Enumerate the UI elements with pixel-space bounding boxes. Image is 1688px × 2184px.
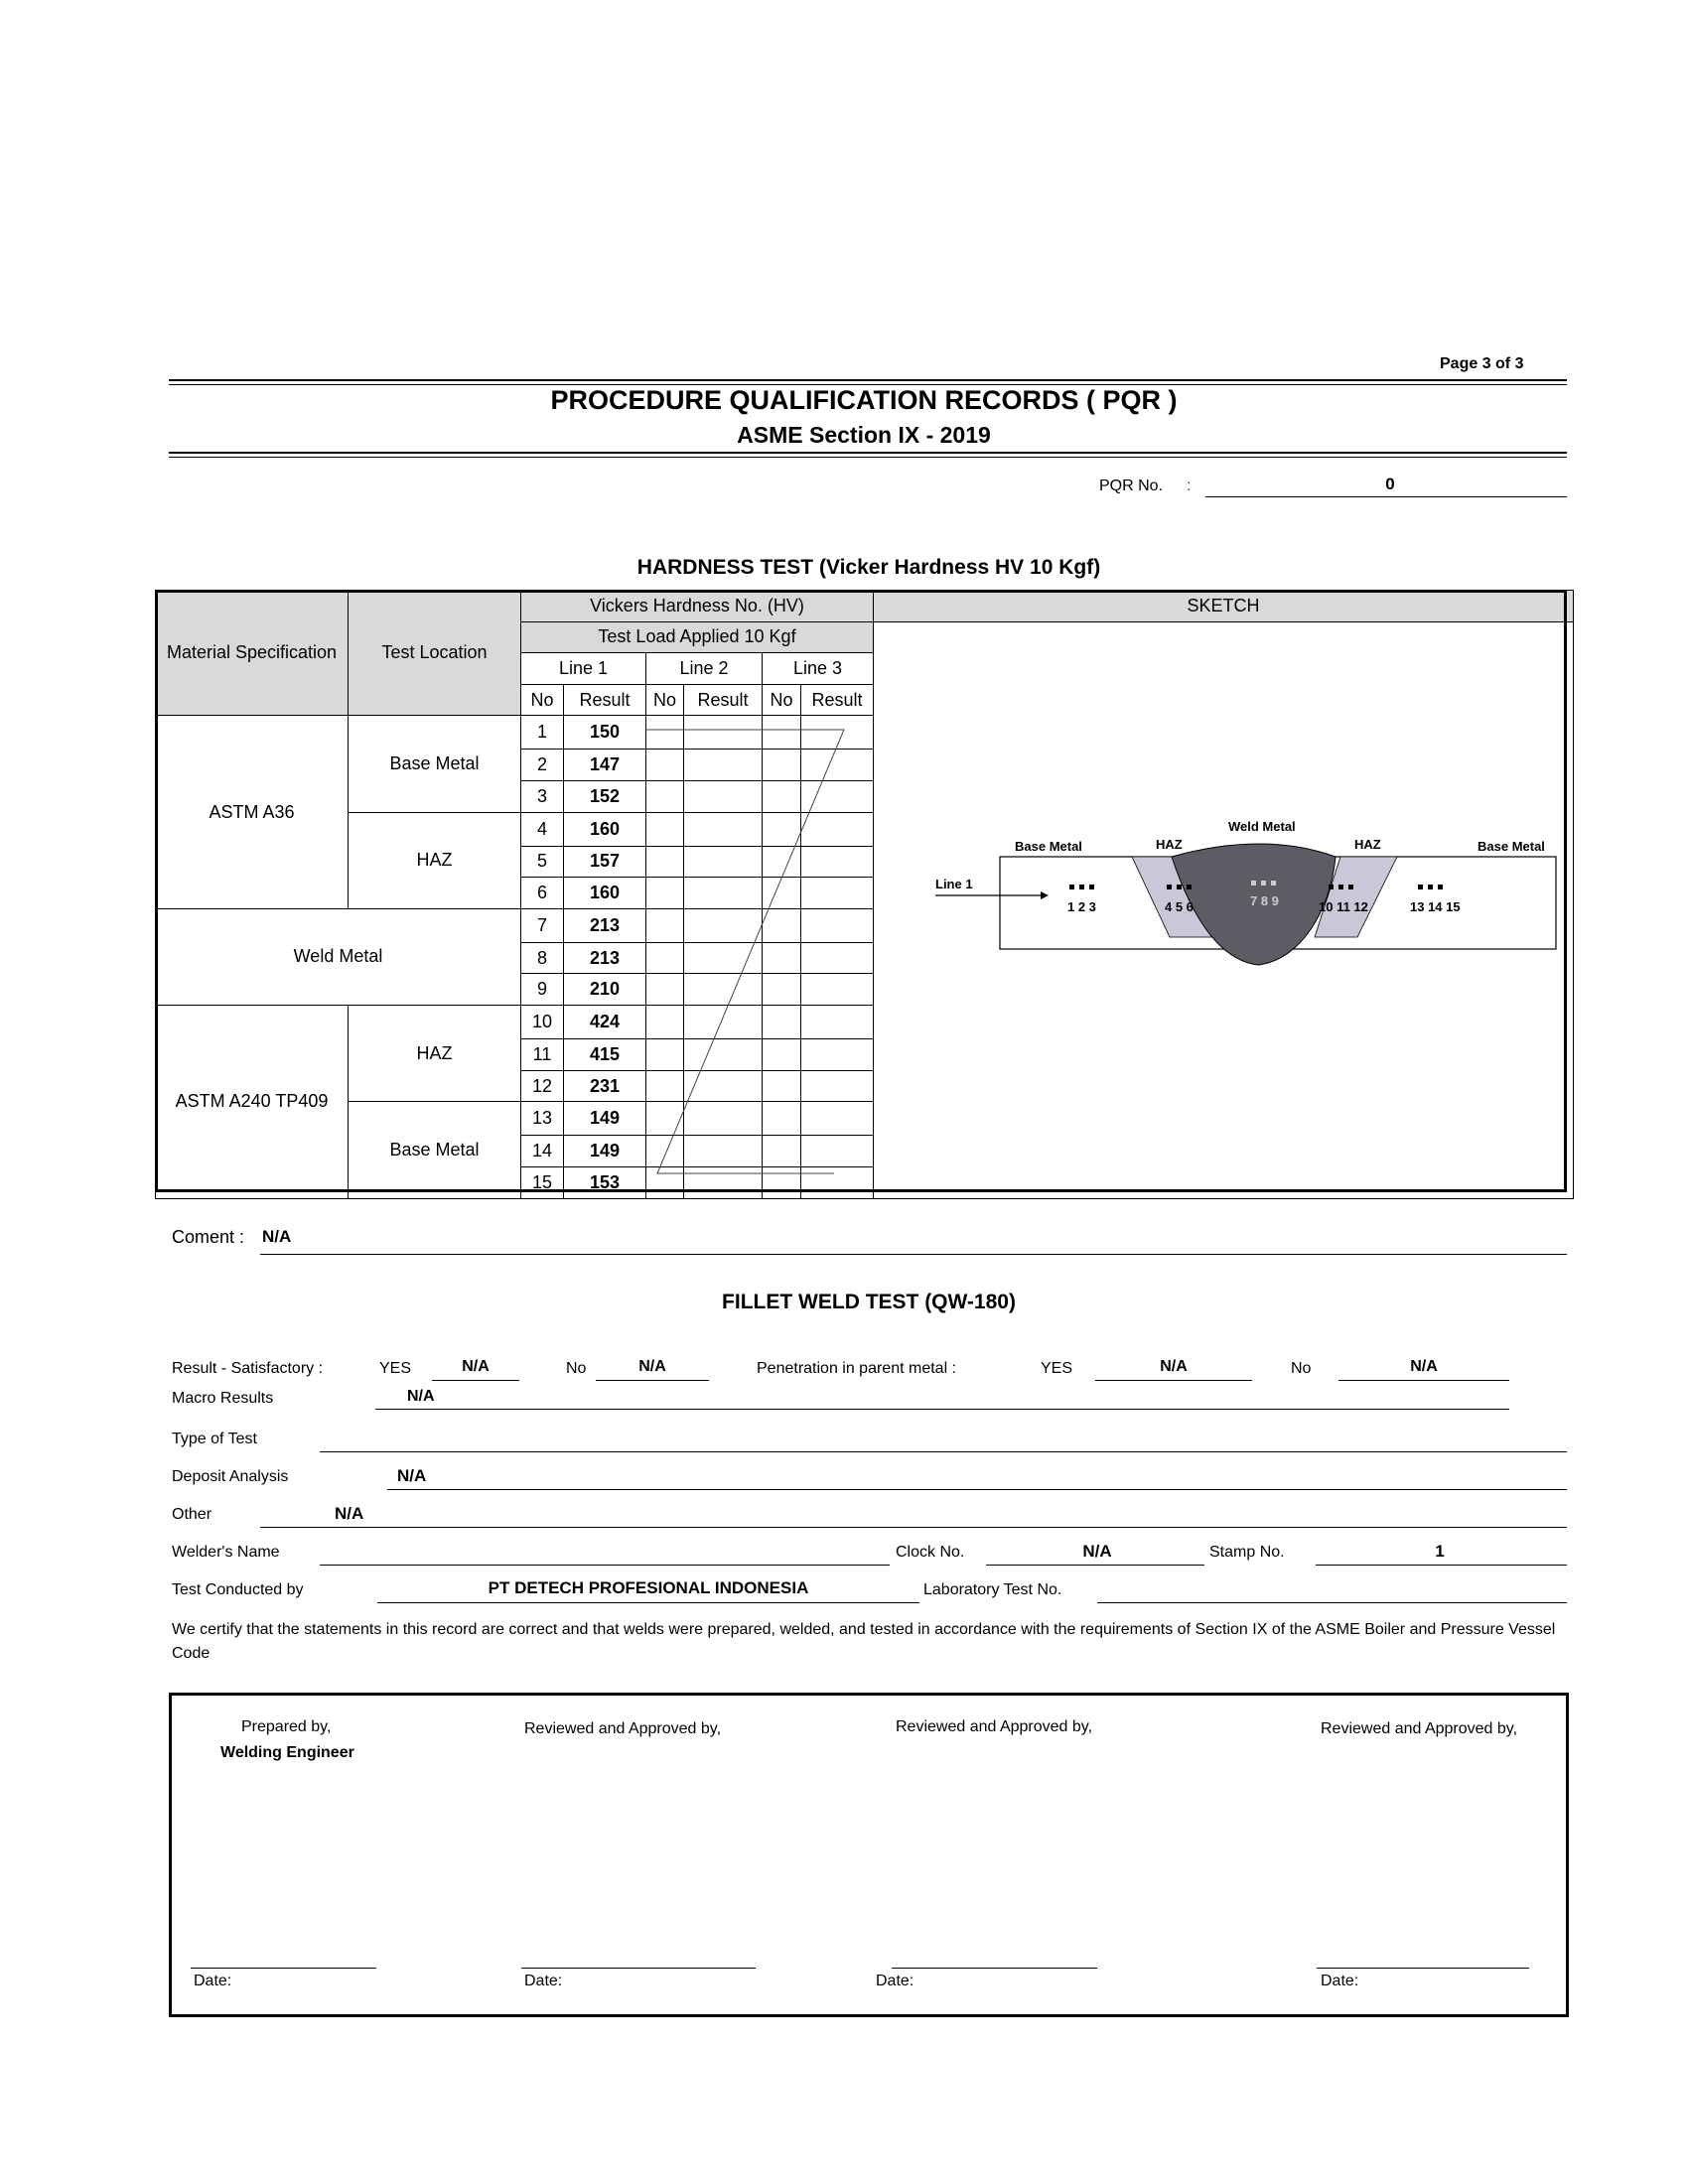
col-no: No: [763, 684, 801, 716]
pen-yes-value: N/A: [1160, 1358, 1188, 1375]
welder-field[interactable]: [320, 1541, 890, 1566]
row-result: 160: [564, 812, 646, 846]
row-result: 210: [564, 974, 646, 1006]
row-no: 5: [521, 846, 564, 878]
row-result: 415: [564, 1039, 646, 1071]
lab-field[interactable]: [1097, 1578, 1567, 1603]
col-vickers: Vickers Hardness No. (HV): [521, 591, 874, 622]
sketch-label-line1: Line 1: [935, 876, 973, 891]
material-a240: ASTM A240 TP409: [156, 1006, 349, 1199]
date-label: Date:: [524, 1973, 563, 1989]
conducted-value: PT DETECH PROFESIONAL INDONESIA: [488, 1578, 809, 1597]
macro-label: Macro Results: [172, 1390, 274, 1407]
sketch-points-1: 1 2 3: [1067, 898, 1096, 914]
certification-statement: We certify that the statements in this record are correct and that welds were prepared, welded, and tested in accordance with the requirements of Section IX of the ASME Boiler and Pressure Vessel Code: [172, 1621, 1556, 1662]
comment-label: Coment :: [172, 1227, 245, 1247]
sketch-points-4: 10 11 12: [1319, 898, 1368, 914]
row-no: 9: [521, 974, 564, 1006]
row-result: 213: [564, 942, 646, 974]
comment-value: N/A: [262, 1227, 292, 1246]
col-result: Result: [564, 684, 646, 716]
hardness-table: [155, 590, 1574, 1199]
row-no: 2: [521, 750, 564, 781]
other-value: N/A: [335, 1504, 364, 1523]
strike-through-mark: [645, 725, 854, 1181]
row-no: 10: [521, 1006, 564, 1039]
fillet-title: FILLET WELD TEST (QW-180): [722, 1291, 1016, 1313]
pqr-colon: :: [1187, 478, 1192, 494]
row-no: 8: [521, 942, 564, 974]
prepared-role: Welding Engineer: [220, 1744, 354, 1761]
clock-value: N/A: [1082, 1542, 1112, 1561]
macro-field[interactable]: [375, 1386, 1509, 1410]
row-result: 149: [564, 1102, 646, 1136]
row-result: 149: [564, 1136, 646, 1167]
yes-value: N/A: [462, 1358, 490, 1375]
col-location: Test Location: [349, 591, 521, 716]
col-line3: Line 3: [763, 653, 874, 685]
signature-line[interactable]: [191, 1948, 376, 1969]
col-line1: Line 1: [521, 653, 646, 685]
page-number: Page 3 of 3: [1440, 355, 1524, 372]
row-no: 3: [521, 781, 564, 813]
macro-value: N/A: [407, 1388, 435, 1405]
no-value: N/A: [638, 1358, 666, 1375]
pqr-label: PQR No.: [1099, 478, 1164, 494]
signature-line[interactable]: [892, 1948, 1097, 1969]
date-label: Date:: [1321, 1973, 1359, 1989]
type-label: Type of Test: [172, 1431, 257, 1447]
date-label: Date:: [876, 1973, 914, 1989]
location-haz: HAZ: [349, 812, 521, 908]
page-title: PROCEDURE QUALIFICATION RECORDS ( PQR ): [550, 385, 1178, 415]
row-no: 13: [521, 1102, 564, 1136]
stamp-value: 1: [1435, 1542, 1445, 1561]
pen-yes-label: YES: [1041, 1360, 1073, 1377]
other-label: Other: [172, 1506, 212, 1523]
row-no: 1: [521, 716, 564, 750]
sketch-label-weld: Weld Metal: [1228, 818, 1296, 834]
sketch-label-base-right: Base Metal: [1477, 838, 1545, 854]
row-no: 7: [521, 908, 564, 942]
row-result: 160: [564, 878, 646, 909]
reviewed-label-2: Reviewed and Approved by,: [896, 1718, 1093, 1735]
row-no: 12: [521, 1070, 564, 1102]
sketch-label-base-left: Base Metal: [1015, 838, 1082, 854]
type-field[interactable]: [320, 1428, 1567, 1452]
no-label: No: [566, 1360, 587, 1377]
deposit-value: N/A: [397, 1466, 427, 1485]
row-no: 14: [521, 1136, 564, 1167]
row-result: 150: [564, 716, 646, 750]
hardness-title: HARDNESS TEST (Vicker Hardness HV 10 Kgf): [636, 556, 1101, 579]
row-no: 4: [521, 812, 564, 846]
sketch-label-haz-left: HAZ: [1156, 836, 1183, 852]
divider: [169, 379, 1567, 381]
deposit-label: Deposit Analysis: [172, 1468, 289, 1485]
col-line2: Line 2: [646, 653, 763, 685]
weld-sketch: [874, 622, 1573, 1198]
divider: [169, 457, 1567, 458]
yes-label: YES: [379, 1360, 412, 1377]
signature-line[interactable]: [1317, 1948, 1529, 1969]
sketch-label-haz-right: HAZ: [1354, 836, 1381, 852]
comment-field[interactable]: [260, 1231, 1567, 1255]
stamp-label: Stamp No.: [1209, 1544, 1285, 1561]
row-result: 153: [564, 1167, 646, 1199]
reviewed-label-1: Reviewed and Approved by,: [524, 1720, 722, 1737]
col-sketch: SKETCH: [874, 591, 1574, 622]
col-load: Test Load Applied 10 Kgf: [521, 621, 874, 653]
sketch-points-2: 4 5 6: [1165, 898, 1194, 914]
pen-no-label: No: [1291, 1360, 1312, 1377]
row-result: 424: [564, 1006, 646, 1039]
row-result: 147: [564, 750, 646, 781]
sketch-points-3: 7 8 9: [1250, 892, 1279, 908]
divider: [169, 452, 1567, 454]
conducted-label: Test Conducted by: [172, 1581, 304, 1598]
pqr-value: 0: [1385, 475, 1395, 493]
col-no: No: [646, 684, 684, 716]
row-result: 157: [564, 846, 646, 878]
location-base-metal: Base Metal: [349, 716, 521, 812]
col-result: Result: [684, 684, 763, 716]
deposit-field[interactable]: [387, 1465, 1567, 1490]
sketch-area: [874, 621, 1574, 1198]
welder-label: Welder's Name: [172, 1544, 280, 1561]
row-result: 213: [564, 908, 646, 942]
signature-line[interactable]: [521, 1948, 756, 1969]
row-no: 15: [521, 1167, 564, 1199]
row-result: 152: [564, 781, 646, 813]
prepared-label: Prepared by,: [241, 1718, 332, 1735]
result-label: Result - Satisfactory :: [172, 1360, 324, 1377]
page-subtitle: ASME Section IX - 2019: [737, 422, 991, 448]
reviewed-label-3: Reviewed and Approved by,: [1321, 1720, 1518, 1737]
location-haz: HAZ: [349, 1006, 521, 1102]
row-no: 11: [521, 1039, 564, 1071]
other-field[interactable]: [260, 1503, 1567, 1528]
penetration-label: Penetration in parent metal :: [757, 1360, 957, 1377]
row-no: 6: [521, 878, 564, 909]
location-weld-metal: Weld Metal: [156, 908, 521, 1005]
location-base-metal: Base Metal: [349, 1102, 521, 1198]
row-result: 231: [564, 1070, 646, 1102]
pen-no-value: N/A: [1410, 1358, 1438, 1375]
col-no: No: [521, 684, 564, 716]
date-label: Date:: [194, 1973, 232, 1989]
lab-label: Laboratory Test No.: [923, 1581, 1062, 1598]
col-material: Material Specification: [156, 591, 349, 716]
clock-label: Clock No.: [896, 1544, 965, 1561]
col-result: Result: [801, 684, 874, 716]
material-a36: ASTM A36: [156, 716, 349, 908]
sketch-points-5: 13 14 15: [1410, 898, 1461, 914]
